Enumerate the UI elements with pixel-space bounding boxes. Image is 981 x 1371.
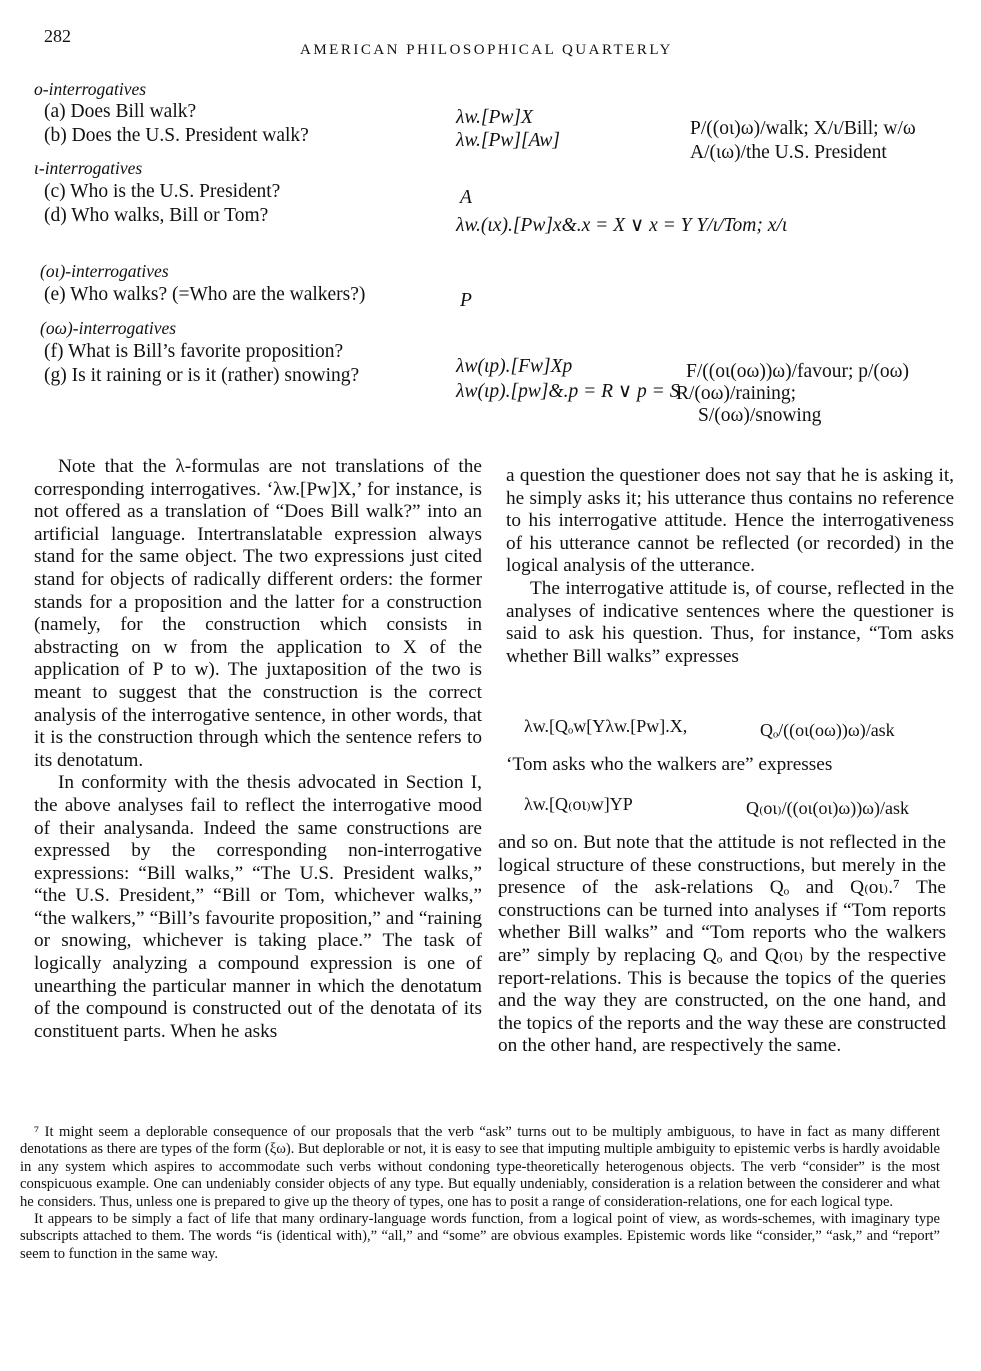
page-number: 282 xyxy=(44,26,71,46)
ask-formula-1: λw.[Qₒw[Yλw.[Pw].X, xyxy=(524,716,688,736)
oi-interrogatives-heading: (οι)-interrogatives xyxy=(40,261,169,281)
example-f-types: F/((οι(οω))ω)/favour; p/(οω) xyxy=(686,361,909,382)
example-ab-types-2: A/(ιω)/the U.S. President xyxy=(690,142,887,163)
right-column xyxy=(506,465,954,668)
footnote xyxy=(20,1124,940,1263)
example-b-formula: λw.[Pw][Aw] xyxy=(456,130,560,151)
example-d: (d) Who walks, Bill or Tom? xyxy=(44,205,269,226)
footnote-paragraph-2: It appears to be simply a fact of life that many ordinary-language words function, from a logical point of view, as words-schemes, with imaginary type subscripts attached to them. The words “is (identical with),” “all,” and “some” are obvious examples. Epistemic words like “consider,” “ask,” and “report” seem to function in the same way. xyxy=(20,1211,940,1262)
ask-formula-1-type: Qₒ/((οι(οω))ω)/ask xyxy=(760,720,895,740)
i-interrogatives-heading: ι-interrogatives xyxy=(34,158,143,178)
ask-formula-2-type: Q₍οι₎/((οι(οι)ω))ω)/ask xyxy=(746,798,910,818)
right-paragraph-3: ‘Tom asks who the walkers are” expresses xyxy=(506,754,833,775)
running-head: AMERICAN PHILOSOPHICAL QUARTERLY xyxy=(300,42,673,58)
example-c: (c) Who is the U.S. President? xyxy=(44,181,281,202)
example-e-formula: P xyxy=(460,290,472,311)
footnote-paragraph-1: ⁷ It might seem a deplorable consequence of our proposals that the verb “ask” turns out to be multiply ambiguous, to have in fact as many different denotations as there are types of the form (ξω). But deplorable or not, it is easy to see that imputing multiple ambiguity to epistemic verbs is hardly avoidable in any system which aspires to accommodate such verbs without condoning type-theoretically heterogenous objects. The verb “consider” is the most conspicuous example. One can undeniably consider objects of any type. But equally undeniably, consideration is a relation between the considerer and what he considers. Thus, unless one is prepared to give up the theory of types, one has to posit a range of consideration-relations, one for each logical type. xyxy=(20,1124,940,1210)
left-paragraph-2: In conformity with the thesis advocated in Section I, the above analyses fail to reflect the interrogative mood of their analysanda. Indeed the same constructions are expressed by the corresponding non-interrogative expressions: “Bill walks,” “The U.S. President walks,” “the U.S. President,” “Bill or Tom, whichever walks,” “the walkers,” “Bill’s favourite proposition,” and “raining or snowing, whichever is taking place.” The task of logically analyzing a compound expression is one of unearthing the particular manner in which the denotatum of the compound is constructed out of the denotata of its constituent parts. When he asks xyxy=(34,772,482,1042)
example-e: (e) Who walks? (=Who are the walkers?) xyxy=(44,284,366,305)
right-paragraph-4: and so on. But note that the attitude is not reflected in the logical structure of these constructions, but merely in the presence of the ask-relations Qₒ and Q₍οι₎.⁷ The constructions can be turned into analyses if “Tom reports whether Bill walks” and “Tom reports who the walkers are” simply by replacing Qₒ and Q₍οι₎ by the respective report-relations. This is because the topics of the queries and the way they are constructed, on the one hand, and the topics of the reports and the way these are constructed on the other hand, are respectively the same. xyxy=(498,832,946,1057)
ask-formula-2: λw.[Q₍οι₎w]YP xyxy=(524,794,633,814)
example-a: (a) Does Bill walk? xyxy=(44,101,197,122)
right-column-lower xyxy=(498,832,946,1058)
example-d-formula: λw.(ιx).[Pw]x&.x = X ∨ x = Y Y/ι/Tom; x/ι xyxy=(456,215,788,236)
example-f: (f) What is Bill’s favorite proposition? xyxy=(44,341,344,362)
right-paragraph-1: a question the questioner does not say that he is asking it, he simply asks it; his utterance thus contains no reference to his interrogative attitude. Hence the interrogativeness of his utterance cannot be reflected (or recorded) in the logical analysis of the utterance. xyxy=(506,465,954,577)
o-interrogatives-heading: o-interrogatives xyxy=(34,79,147,99)
example-c-formula: A xyxy=(460,187,472,208)
left-paragraph-1: Note that the λ-formulas are not translations of the corresponding interrogatives. ‘λw.[Pw]X,’ for instance, is not offered as a translation of “Does Bill walk?” into an artificial language. Intertranslatable expression always stand for the same object. The two expressions just cited stand for objects of radically different orders: the former stands for a proposition and the latter for a construction (namely, for the construction which consists in abstracting on w from the application to X of the application of P to w). The juxtaposition of the two is meant to suggest that the construction is the correct analysis of the interrogative sentence, in other words, that it is the construction through which the sentence refers to its denotatum. xyxy=(34,456,482,771)
example-a-formula: λw.[Pw]X xyxy=(456,107,533,128)
ow-interrogatives-heading: (οω)-interrogatives xyxy=(40,318,177,338)
example-g-formula: λw(ιp).[pw]&.p = R ∨ p = S xyxy=(456,381,680,402)
example-g: (g) Is it raining or is it (rather) snowing? xyxy=(44,365,360,386)
right-paragraph-2: The interrogative attitude is, of course, reflected in the analyses of indicative sentences where the questioner is said to ask his question. Thus, for instance, “Tom asks whether Bill walks” expresses xyxy=(506,577,954,667)
example-f-formula: λw(ιp).[Fw]Xp xyxy=(456,356,573,377)
example-g-types-2: S/(οω)/snowing xyxy=(698,405,822,426)
left-column xyxy=(34,456,482,1043)
example-ab-types-1: P/((οι)ω)/walk; X/ι/Bill; w/ω xyxy=(690,118,916,139)
example-g-types-1: R/(οω)/raining; xyxy=(676,383,797,404)
example-b: (b) Does the U.S. President walk? xyxy=(44,125,309,146)
